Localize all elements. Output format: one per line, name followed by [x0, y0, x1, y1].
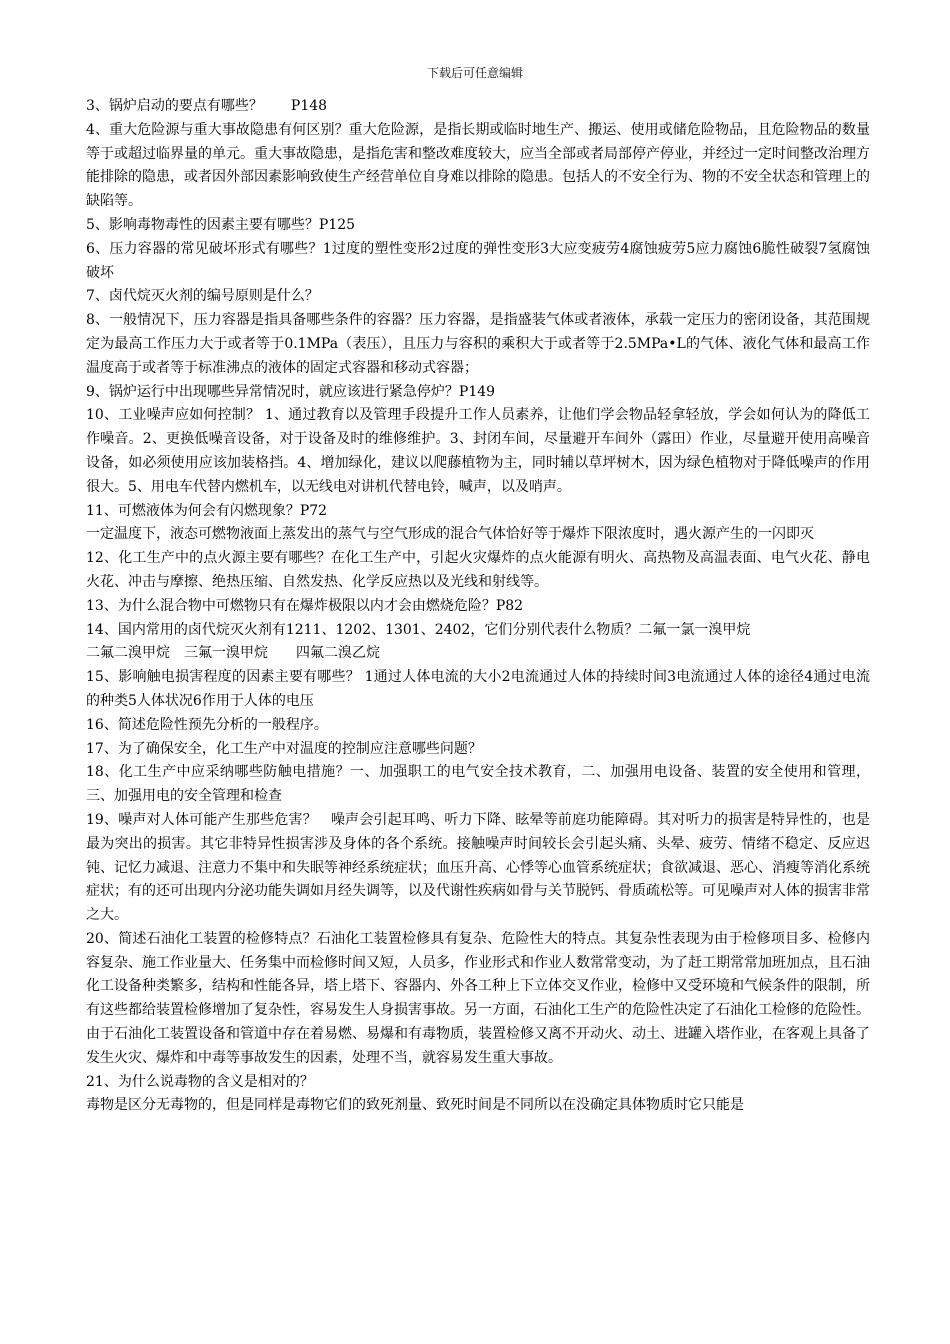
answer-21: 毒物是区分无毒物的，但是同样是毒物它们的致死剂量、致死时间是不同所以在没确定具体物质时它只能是: [86, 1097, 744, 1114]
question-6: 6、压力容器的常见破坏形式有哪些？1过度的塑性变形2过度的弹性变形3大应变疲劳4腐蚀疲劳5应力腐蚀6脆性破裂7氢腐蚀破坏: [86, 240, 870, 281]
question-3: 3、锅炉启动的要点有哪些？ P148: [86, 98, 328, 114]
question-20: 20、简述石油化工装置的检修特点？石油化工装置检修具有复杂、危险性大的特点。其复杂性表现为由于检修项目多、检修内容复杂、施工作业量大、任务集中而检修时间又短，人员多，作业形式和作业人数常常变动，为了赶工期常常加班加点，且石油化工设备种类繁多，结构和性能各异，塔上塔下、容器内、外各工种上下立体交叉作业，检修中又受环境和气候条件的限制，所有这些都给装置检修增加了复杂性，容易发生人身损害事故。另一方面，石油化工生产的危险性决定了石油化工检修的危险性。由于石油化工装置设备和管道中存在着易燃、易爆和有毒物质，装置检修又离不开动火、动土、进罐入塔作业，在客观上具备了发生火灾、爆炸和中毒等事故发生的因素，处理不当，就容易发生重大事故。: [86, 930, 870, 1066]
question-13: 13、为什么混合物中可燃物只有在爆炸极限以内才会由燃烧危险？P82: [86, 597, 524, 614]
question-5: 5、影响毒物毒性的因素主要有哪些？P125: [86, 216, 356, 233]
question-10: 10、工业噪声应如何控制？ 1、通过教育以及管理手段提升工作人员素养，让他们学会物品轻拿轻放，学会如何认为的降低工作噪音。2、更换低噪音设备，对于设备及时的维修维护。3、封闭车间，尽量避开车间外（露田）作业，尽量避开使用高噪音设备，如必须使用应该加装格挡。4、增加绿化，建议以爬藤植物为主，同时辅以草坪树木，因为绿色植物对于降低噪声的作用很大。5、用电车代替内燃机车，以无线电对讲机代替电铃，喊声，以及哨声。: [86, 407, 870, 495]
question-21: 21、为什么说毒物的含义是相对的？: [86, 1073, 314, 1090]
question-8: 8、一般情况下，压力容器是指具备哪些条件的容器？压力容器，是指盛装气体或者液体，承载一定压力的密闭设备，其范围规定为最高工作压力大于或者等于0.1MPa（表压），且压力与容积的乘积大于或者等于2.5MPa•L的气体、液化气体和最高工作温度高于或者等于标准沸点的液体的固定式容器和移动式容器；: [86, 312, 870, 376]
question-4: 4、重大危险源与重大事故隐患有何区别？重大危险源，是指长期或临时地生产、搬运、使用或储危险物品，且危险物品的数量等于或超过临界量的单元。重大事故隐患，是指危害和整改难度较大，应当全部或者局部停产停业，并经过一定时间整改治理方能排除的隐患，或者因外部因素影响致使生产经营单位自身难以排除的隐患。包括人的不安全行为、物的不安全状态和管理上的缺陷等。: [86, 121, 870, 210]
question-11: 11、可燃液体为何会有闪燃现象？P72: [86, 502, 328, 519]
document-body: [86, 95, 870, 1118]
answer-11: 一定温度下，液态可燃物液面上蒸发出的蒸气与空气形成的混合气体恰好等于爆炸下限浓度时，遇火源产生的一闪即灭: [86, 526, 814, 543]
question-9: 9、锅炉运行中出现哪些异常情况时，就应该进行紧急停炉？P149: [86, 383, 496, 400]
page-header: 下载后可任意编辑: [426, 66, 523, 80]
question-16: 16、简述危险性预先分析的一般程序。: [86, 716, 328, 733]
question-7: 7、卤代烷灭火剂的编号原则是什么？: [86, 288, 319, 305]
question-15: 15、影响触电损害程度的因素主要有哪些？ 1通过人体电流的大小2电流通过人体的持续时间3电流通过人体的途径4通过电流的种类5人体状况6作用于人体的电压: [86, 669, 870, 709]
question-18: 18、化工生产中应采纳哪些防触电措施？一、加强职工的电气安全技术教育，二、加强用电设备、装置的安全使用和管理，三、加强用电的安全管理和检查: [86, 764, 870, 805]
question-19: 19、噪声对人体可能产生那些危害？ 噪声会引起耳鸣、听力下降、眩晕等前庭功能障碍。其对听力的损害是特异性的，也是最为突出的损害。其它非特异性损害涉及身体的各个系统。接触噪声时间较长会引起头痛、头晕、疲劳、情绪不稳定、反应迟钝、记忆力减退、注意力不集中和失眠等神经系统症状；血压升高、心悸等心血管系统症状；食欲减退、恶心、消瘦等消化系统症状；有的还可出现内分泌功能失调如月经失调等，以及代谢性疾病如骨与关节脱钙、骨质疏松等。可见噪声对人体的损害非常之大。: [86, 811, 870, 924]
question-14: 14、国内常用的卤代烷灭火剂有1211、1202、1301、2402，它们分别代表什么物质？二氟一氯一溴甲烷 二氟二溴甲烷 三氟一溴甲烷 四氟二溴乙烷: [86, 621, 751, 662]
question-17: 17、为了确保安全，化工生产中对温度的控制应注意哪些问题？: [86, 740, 482, 757]
question-12: 12、化工生产中的点火源主要有哪些？在化工生产中，引起火灾爆炸的点火能源有明火、高热物及高温表面、电气火花、静电火花、冲击与摩擦、绝热压缩、自然发热、化学反应热以及光线和射线等。: [86, 550, 870, 590]
